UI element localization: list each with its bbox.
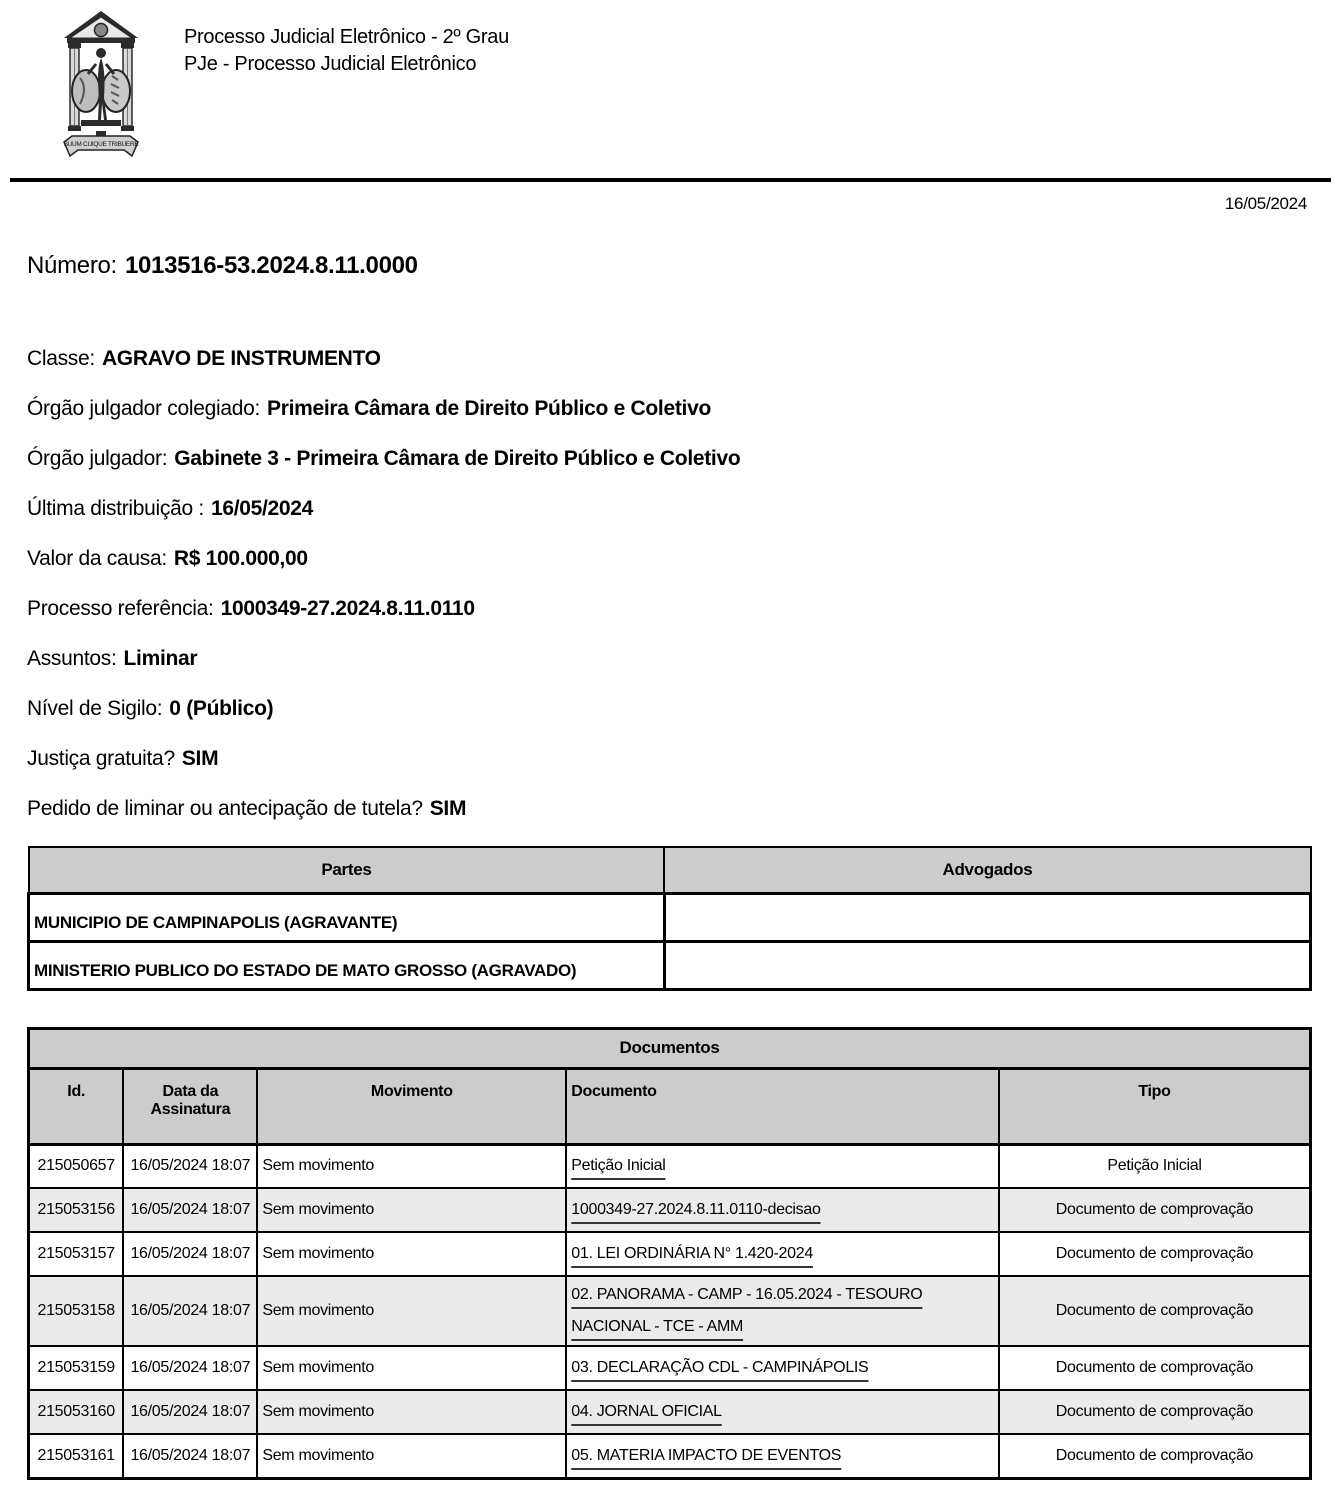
- field-label: Classe:: [27, 347, 95, 370]
- logo-banner-text: SUUM CUIQUE TRIBUERE: [63, 141, 139, 148]
- field-line: [27, 584, 1339, 634]
- field-value: Gabinete 3 - Primeira Câmara de Direito Público e Coletivo: [174, 447, 741, 470]
- partes-table: [27, 846, 1312, 991]
- doc-documento-cell: [566, 1144, 999, 1188]
- process-number-line: [0, 252, 1339, 282]
- field-line: [27, 784, 1339, 834]
- field-value: R$ 100.000,00: [173, 547, 308, 570]
- documento-link[interactable]: 02. PANORAMA - CAMP - 16.05.2024 - TESOURO NACIONAL - TCE - AMM: [571, 1286, 923, 1335]
- doc-id: 215053159: [29, 1346, 124, 1390]
- field-line: [27, 684, 1339, 734]
- field-label: Órgão julgador colegiado:: [27, 397, 260, 420]
- doc-data-assinatura: 16/05/2024 18:07: [123, 1434, 257, 1478]
- partes-row: [29, 941, 1311, 989]
- doc-tipo: Documento de comprovação: [999, 1390, 1311, 1434]
- doc-data-assinatura: 16/05/2024 18:07: [123, 1144, 257, 1188]
- documento-link[interactable]: 04. JORNAL OFICIAL: [571, 1403, 722, 1420]
- doc-tipo: Documento de comprovação: [999, 1276, 1311, 1346]
- documentos-title: Documentos: [29, 1028, 1311, 1068]
- process-number-value: 1013516-53.2024.8.11.0000: [124, 252, 418, 279]
- doc-id: 215050657: [29, 1144, 124, 1188]
- doc-data-assinatura: 16/05/2024 18:07: [123, 1232, 257, 1276]
- documentos-table: [27, 1027, 1312, 1480]
- field-value: SIM: [181, 747, 219, 770]
- field-label: Processo referência:: [27, 597, 214, 620]
- header-titles: [184, 24, 509, 78]
- field-line: [27, 634, 1339, 684]
- doc-movimento: Sem movimento: [257, 1434, 566, 1478]
- documento-row: [29, 1346, 1311, 1390]
- partes-header-row: [29, 847, 1311, 893]
- advogados-cell: [664, 893, 1310, 941]
- header-title-line2: PJe - Processo Judicial Eletrônico: [184, 53, 477, 75]
- doc-movimento: Sem movimento: [257, 1144, 566, 1188]
- doc-tipo: Petição Inicial: [999, 1144, 1311, 1188]
- field-label: Última distribuição :: [27, 497, 204, 520]
- advogados-header: Advogados: [664, 847, 1310, 893]
- documento-row: [29, 1276, 1311, 1346]
- documento-link[interactable]: 1000349-27.2024.8.11.0110-decisao: [571, 1201, 821, 1218]
- doc-documento-cell: [566, 1390, 999, 1434]
- col-header-data-assinatura: Data da Assinatura: [123, 1068, 257, 1144]
- col-header-documento: Documento: [566, 1068, 999, 1144]
- field-label: Pedido de liminar ou antecipação de tutela?: [27, 797, 423, 820]
- page-header: [0, 0, 1339, 178]
- documento-link[interactable]: 01. LEI ORDINÁRIA N° 1.420-2024: [571, 1245, 813, 1262]
- doc-data-assinatura: 16/05/2024 18:07: [123, 1188, 257, 1232]
- doc-data-assinatura: 16/05/2024 18:07: [123, 1276, 257, 1346]
- field-line: [27, 334, 1339, 384]
- documentos-header-row: [29, 1068, 1311, 1144]
- doc-movimento: Sem movimento: [257, 1346, 566, 1390]
- partes-header: Partes: [29, 847, 665, 893]
- doc-id: 215053157: [29, 1232, 124, 1276]
- header-divider: [10, 178, 1331, 182]
- col-header-movimento: Movimento: [257, 1068, 566, 1144]
- field-line: [27, 384, 1339, 434]
- documento-link[interactable]: 03. DECLARAÇÃO CDL - CAMPINÁPOLIS: [571, 1359, 869, 1376]
- field-value: SIM: [429, 797, 467, 820]
- header-title-line1: Processo Judicial Eletrônico - 2º Grau: [184, 26, 509, 48]
- field-value: 16/05/2024: [210, 497, 314, 520]
- field-value: AGRAVO DE INSTRUMENTO: [101, 347, 381, 370]
- field-value: Liminar: [123, 647, 198, 670]
- documentos-title-row: [29, 1028, 1311, 1068]
- doc-tipo: Documento de comprovação: [999, 1232, 1311, 1276]
- field-value: 1000349-27.2024.8.11.0110: [220, 597, 475, 620]
- partes-row: [29, 893, 1311, 941]
- field-line: [27, 434, 1339, 484]
- doc-documento-cell: [566, 1276, 999, 1346]
- parte-name: MUNICIPIO DE CAMPINAPOLIS (AGRAVANTE): [29, 893, 665, 941]
- field-line: [27, 734, 1339, 784]
- documento-row: [29, 1232, 1311, 1276]
- doc-tipo: Documento de comprovação: [999, 1188, 1311, 1232]
- documento-row: [29, 1434, 1311, 1478]
- documento-link[interactable]: Petição Inicial: [571, 1157, 666, 1175]
- field-line: [27, 534, 1339, 584]
- doc-tipo: Documento de comprovação: [999, 1434, 1311, 1478]
- report-date: 16/05/2024: [1224, 194, 1307, 213]
- documento-row: [29, 1390, 1311, 1434]
- doc-data-assinatura: 16/05/2024 18:07: [123, 1390, 257, 1434]
- doc-documento-cell: [566, 1188, 999, 1232]
- field-label: Assuntos:: [27, 647, 117, 670]
- justice-emblem-icon: [58, 8, 144, 168]
- documento-row: [29, 1188, 1311, 1232]
- field-label: Valor da causa:: [27, 547, 167, 570]
- doc-movimento: Sem movimento: [257, 1276, 566, 1346]
- documento-row: [29, 1144, 1311, 1188]
- process-number-label: Número:: [27, 252, 117, 279]
- documento-link[interactable]: 05. MATERIA IMPACTO DE EVENTOS: [571, 1446, 842, 1464]
- doc-documento-cell: [566, 1346, 999, 1390]
- advogados-cell: [664, 941, 1310, 989]
- doc-id: 215053161: [29, 1434, 124, 1478]
- process-fields: [0, 334, 1339, 834]
- doc-tipo: Documento de comprovação: [999, 1346, 1311, 1390]
- doc-id: 215053160: [29, 1390, 124, 1434]
- doc-documento-cell: [566, 1232, 999, 1276]
- field-line: [27, 484, 1339, 534]
- doc-movimento: Sem movimento: [257, 1390, 566, 1434]
- doc-id: 215053158: [29, 1276, 124, 1346]
- doc-documento-cell: [566, 1434, 999, 1478]
- col-header-tipo: Tipo: [999, 1068, 1311, 1144]
- field-value: Primeira Câmara de Direito Público e Coletivo: [267, 397, 711, 420]
- doc-id: 215053156: [29, 1188, 124, 1232]
- parte-name: MINISTERIO PUBLICO DO ESTADO DE MATO GROSSO (AGRAVADO): [29, 941, 665, 989]
- col-header-id: Id.: [29, 1068, 124, 1144]
- field-label: Nível de Sigilo:: [27, 697, 163, 720]
- doc-movimento: Sem movimento: [257, 1232, 566, 1276]
- field-label: Justiça gratuita?: [27, 747, 175, 770]
- field-label: Órgão julgador:: [27, 447, 168, 470]
- doc-movimento: Sem movimento: [257, 1188, 566, 1232]
- tjmt-logo: [58, 8, 144, 168]
- doc-data-assinatura: 16/05/2024 18:07: [123, 1346, 257, 1390]
- field-value: 0 (Público): [169, 697, 274, 720]
